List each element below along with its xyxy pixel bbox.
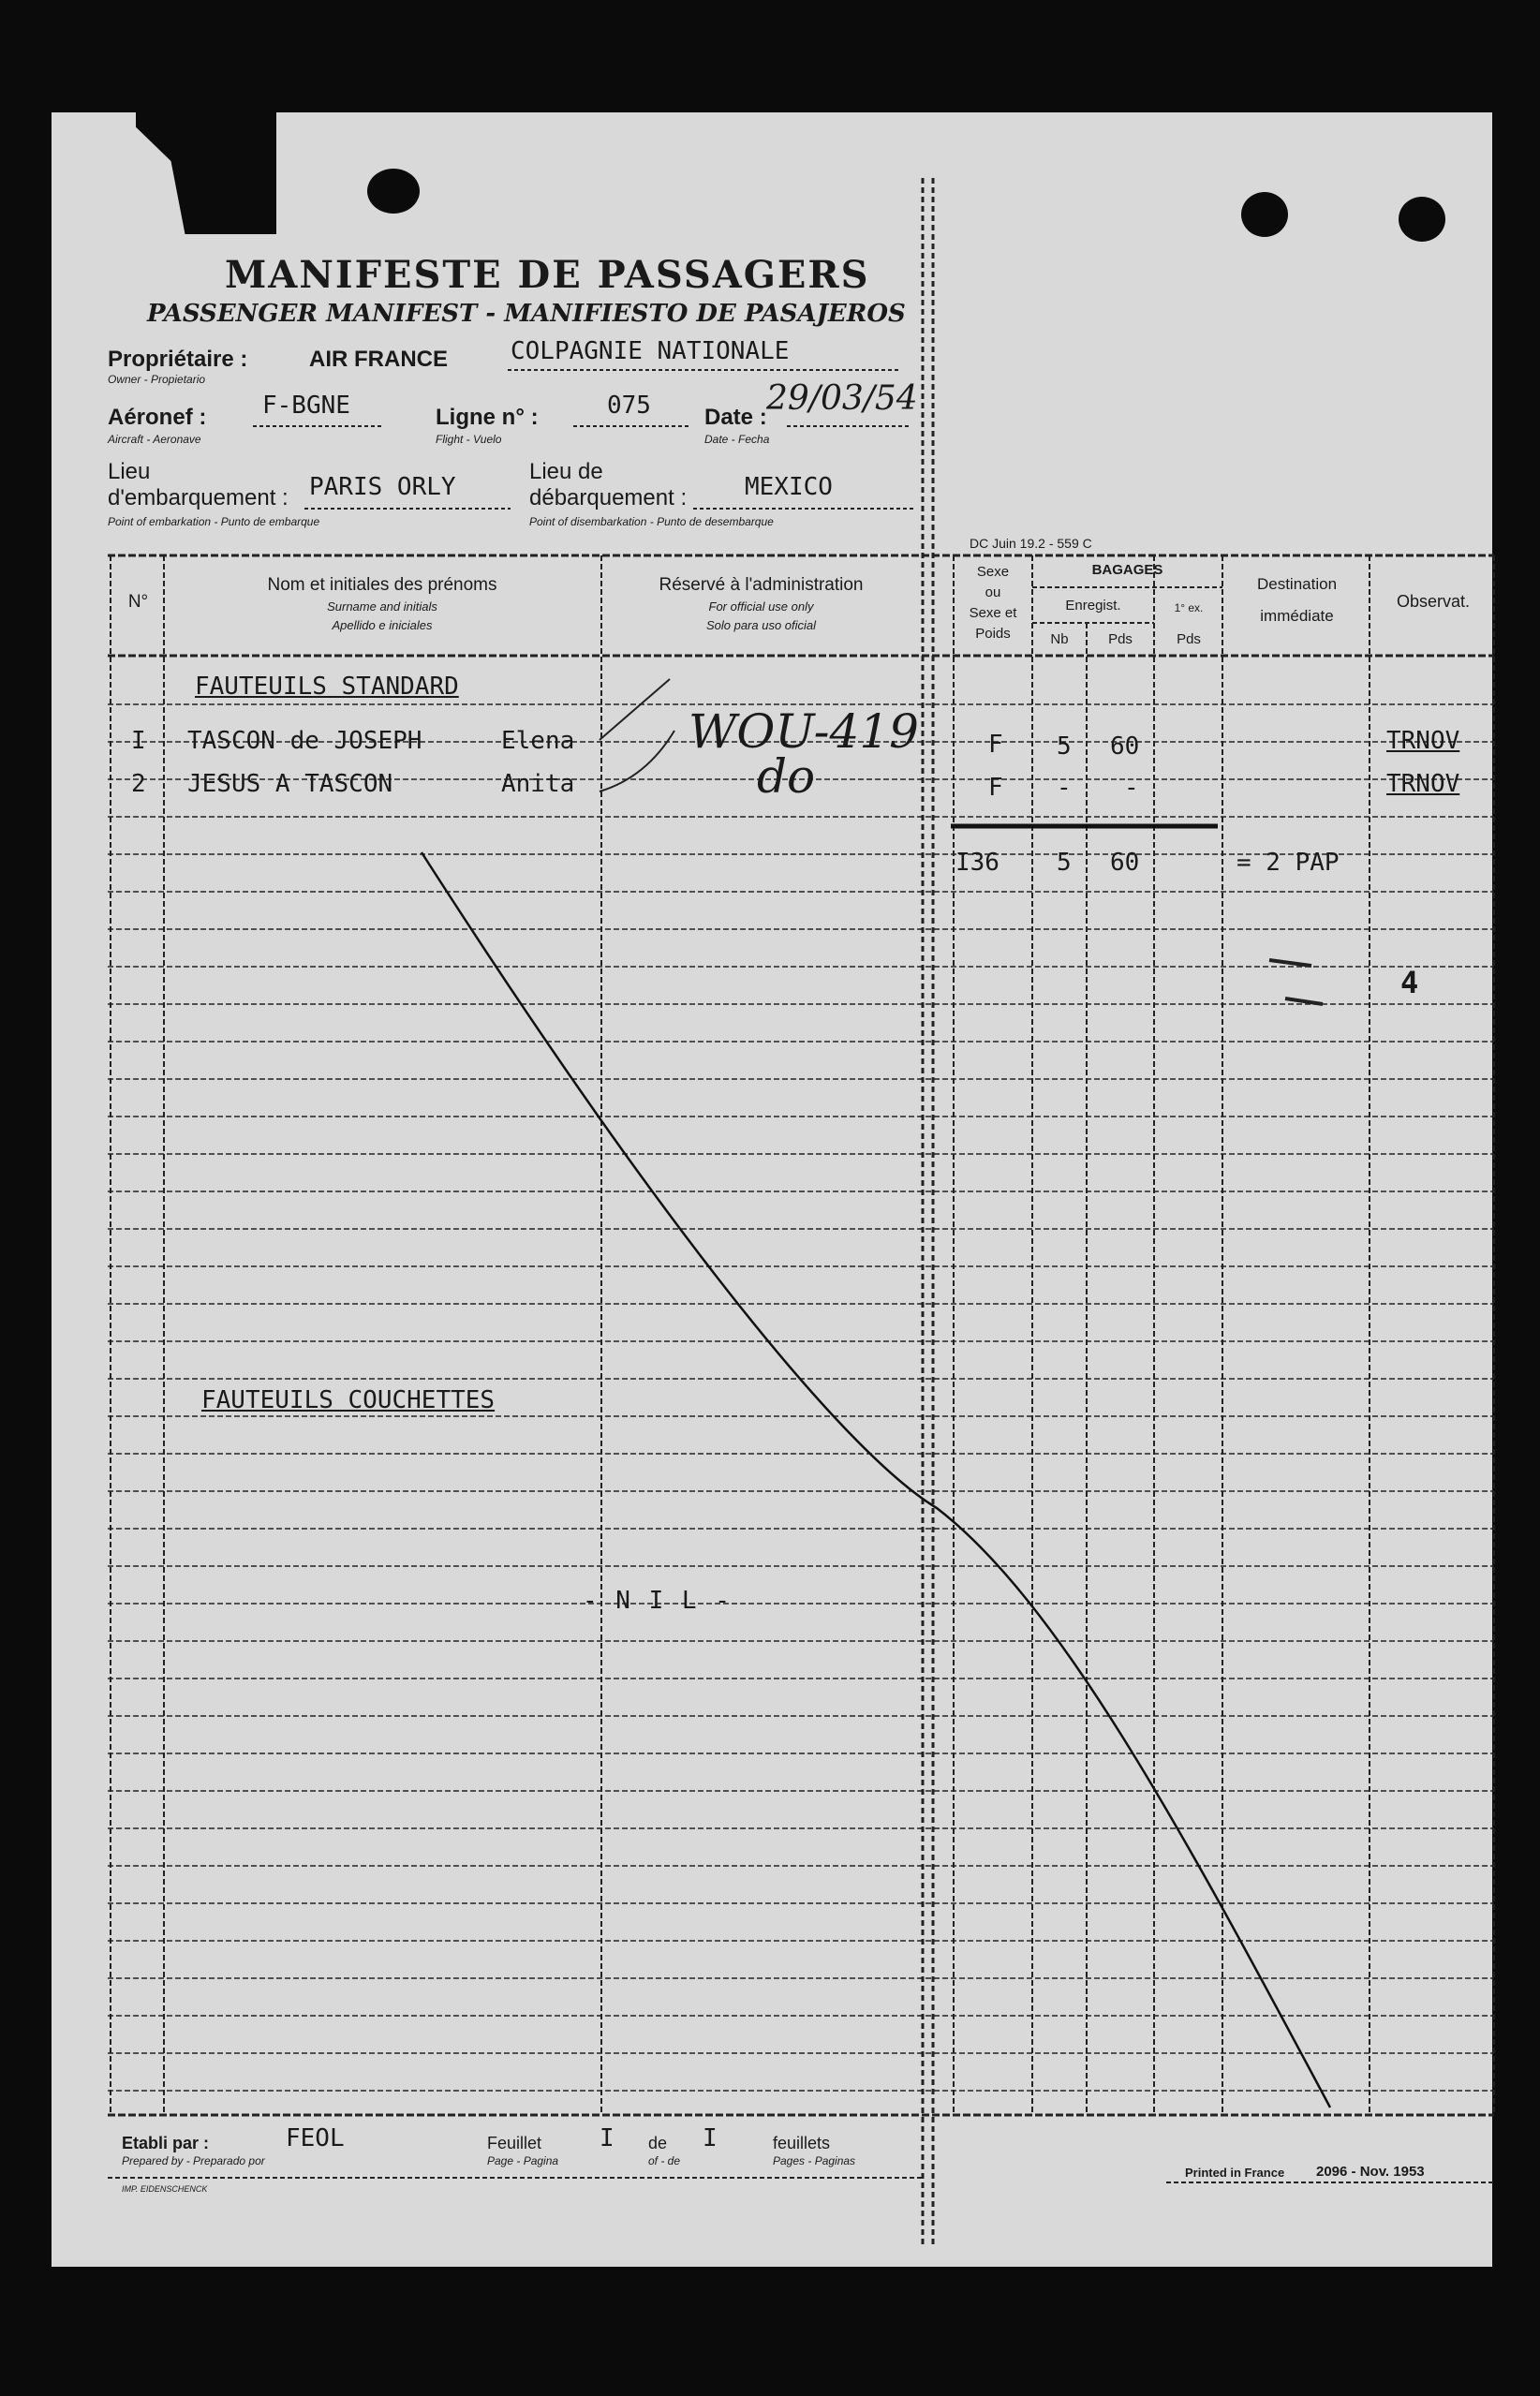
embark-value: PARIS ORLY (309, 473, 456, 501)
col-excess: 1° ex. (1174, 601, 1204, 614)
passenger-surname: TASCON de JOSEPH (187, 727, 422, 755)
passenger-bag-nb: - (1057, 774, 1072, 802)
col-admin-sub1: For official use only (708, 599, 814, 614)
owner-sub: Owner - Propietario (108, 373, 206, 386)
form-subtitle: PASSENGER MANIFEST - MANIFIESTO DE PASAJEROS (147, 300, 906, 328)
col-sex-2: ou (985, 584, 1001, 600)
owner-value: AIR FRANCE (309, 347, 448, 372)
passenger-no: I (131, 727, 146, 755)
handwritten-ref: WOU-419 (689, 704, 919, 759)
col-sex-4: Poids (975, 626, 1011, 642)
embark-label-1: Lieu (108, 459, 151, 484)
col-no: N° (127, 592, 149, 612)
disembark-sub: Point of disembarkation - Punto de desembarque (529, 515, 774, 528)
date-label: Date : (704, 405, 767, 430)
flight-label: Ligne n° : (436, 405, 539, 430)
col-name: Nom et initiales des prénoms (267, 575, 497, 595)
form-reference: DC Juin 19.2 - 559 C (970, 536, 1092, 551)
disembark-label-2: débarquement : (529, 485, 688, 510)
date-sub: Date - Fecha (704, 433, 770, 446)
col-pds: Pds (1108, 631, 1133, 647)
embark-label-2: d'embarquement : (108, 485, 289, 510)
aircraft-value: F-BGNE (262, 392, 350, 420)
owner-label: Propriétaire : (108, 347, 248, 372)
section-nil: - N I L - (583, 1587, 732, 1615)
handwritten-ditto: do (757, 749, 816, 804)
col-admin-sub2: Solo para uso oficial (705, 618, 817, 632)
print-ref: 2096 - Nov. 1953 (1316, 2164, 1425, 2180)
col-destination-1: Destination (1256, 575, 1338, 593)
disembark-label-1: Lieu de (529, 459, 603, 484)
sheets-label: feuillets (773, 2134, 831, 2152)
sheet-sub-1: Page - Pagina (487, 2154, 559, 2167)
passenger-bag-nb: 5 (1057, 732, 1072, 761)
total-bag-pds: 60 (1110, 849, 1140, 877)
col-sex-1: Sexe (976, 564, 1010, 580)
sheet-total: I (703, 2124, 718, 2152)
sheet-label: Feuillet (487, 2134, 542, 2152)
col-name-sub1: Surname and initials (327, 599, 437, 614)
total-bag-nb: 5 (1057, 849, 1072, 877)
sheet-of-label: de (648, 2134, 668, 2152)
aircraft-sub: Aircraft - Aeronave (108, 433, 201, 446)
col-baggage: BAGAGES (1091, 562, 1163, 578)
total-count: 4 (1400, 965, 1419, 1000)
passenger-sex: F (988, 774, 1003, 802)
date-value: 29/03/54 (766, 379, 918, 418)
passenger-no: 2 (131, 770, 146, 798)
prepared-sub: Prepared by - Preparado por (122, 2154, 265, 2167)
sheet-sub-2: of - de (648, 2154, 681, 2167)
printer-credit: IMP. EIDENSCHENCK (122, 2184, 208, 2194)
disembark-value: MEXICO (745, 473, 833, 501)
col-registered: Enregist. (1065, 598, 1121, 614)
passenger-obs: TRNOV (1386, 770, 1460, 798)
passenger-firstname: Anita (501, 770, 575, 798)
passenger-surname: JESUS A TASCON (187, 770, 393, 798)
total-weight: I36 (955, 849, 1000, 877)
passenger-bag-pds: 60 (1110, 732, 1140, 761)
printed-in: Printed in France (1185, 2166, 1285, 2180)
col-nb: Nb (1050, 631, 1069, 647)
form-title: MANIFESTE DE PASSAGERS (225, 253, 870, 297)
passenger-bag-pds: - (1124, 774, 1139, 802)
flight-value: 075 (607, 392, 651, 420)
col-admin: Réservé à l'administration (659, 575, 864, 595)
aircraft-label: Aéronef : (108, 405, 207, 430)
passenger-firstname: Elena (501, 727, 575, 755)
cancel-stroke (422, 852, 1330, 2108)
section-couchettes: FAUTEUILS COUCHETTES (201, 1386, 496, 1414)
total-pax: = 2 PAP (1236, 849, 1340, 877)
col-excess-pds: Pds (1177, 631, 1201, 647)
prepared-label: Etabli par : (122, 2134, 210, 2152)
col-sex-3: Sexe et (969, 605, 1017, 621)
sheet-number: I (600, 2124, 615, 2152)
section-standard: FAUTEUILS STANDARD (195, 673, 459, 701)
prepared-value: FEOL (286, 2124, 345, 2152)
col-destination-2: immédiate (1260, 607, 1334, 625)
passenger-sex: F (988, 731, 1003, 759)
sheet-sub-3: Pages - Paginas (773, 2154, 856, 2167)
col-observations: Observat. (1396, 592, 1471, 611)
col-name-sub2: Apellido e iniciales (332, 618, 433, 632)
owner-typed: COLPAGNIE NATIONALE (511, 337, 790, 365)
flight-sub: Flight - Vuelo (436, 433, 502, 446)
embark-sub: Point of embarkation - Punto de embarque (108, 515, 320, 528)
passenger-obs: TRNOV (1386, 727, 1460, 755)
